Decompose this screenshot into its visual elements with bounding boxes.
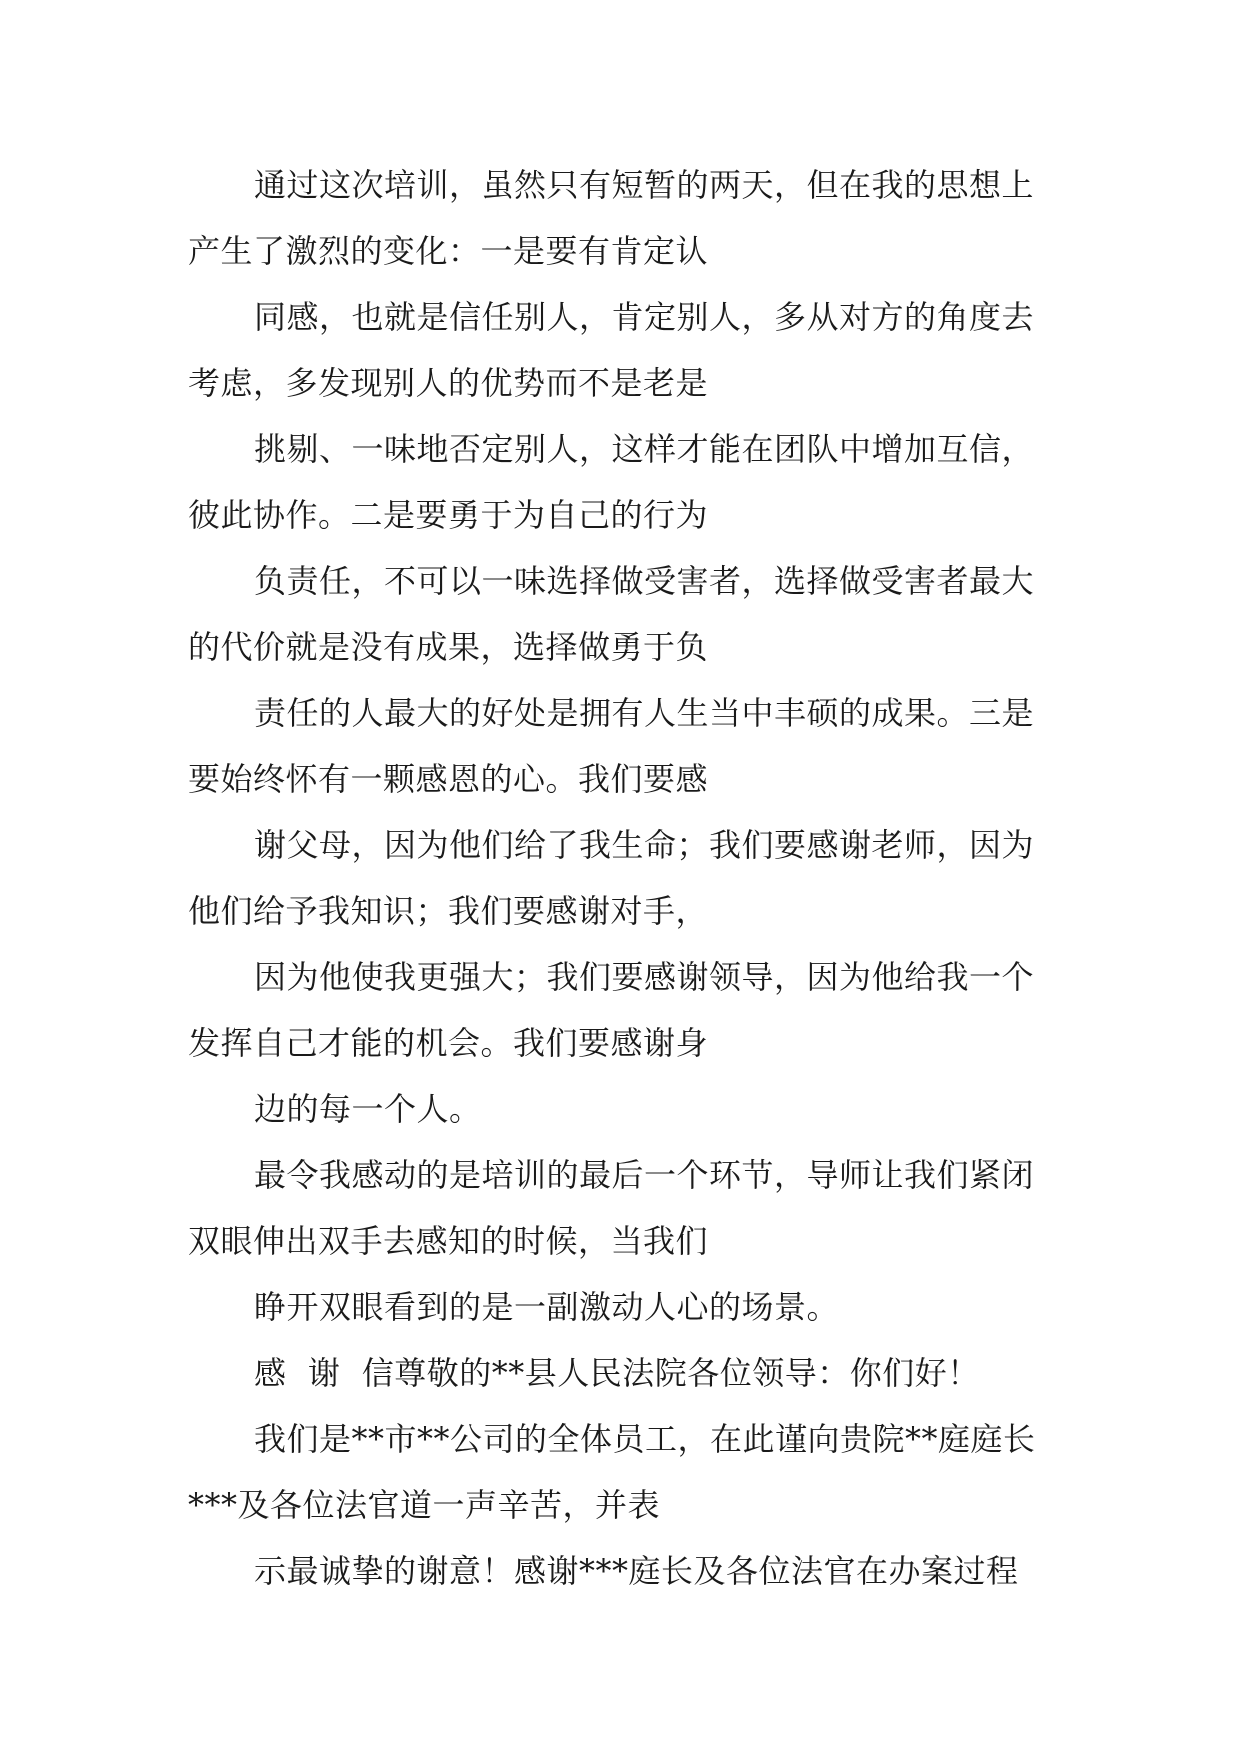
paragraph-line: 他们给予我知识；我们要感谢对手， [188, 892, 709, 930]
paragraph-9 [188, 1142, 1068, 1274]
paragraph-line: 我们是**市**公司的全体员工，在此谨向贵院**庭庭长 [254, 1420, 1036, 1458]
paragraph-line: 睁开双眼看到的是一副激动人心的场景。 [254, 1288, 840, 1326]
paragraph-4 [188, 548, 1068, 680]
paragraph-line: 彼此协作。二是要勇于为自己的行为 [188, 496, 709, 534]
letter-heading-paragraph [188, 1340, 1068, 1406]
paragraph-line: 负责任，不可以一味选择做受害者，选择做受害者最大 [254, 562, 1035, 600]
paragraph-line: 边的每一个人。 [254, 1090, 482, 1128]
paragraph-line: 责任的人最大的好处是拥有人生当中丰硕的成果。三是 [254, 694, 1035, 732]
paragraph-1 [188, 152, 1068, 284]
paragraph-line: 的代价就是没有成果，选择做勇于负 [188, 628, 709, 666]
paragraph-line: 双眼伸出双手去感知的时候，当我们 [188, 1222, 709, 1260]
paragraph-3 [188, 416, 1068, 548]
paragraph-line: 要始终怀有一颗感恩的心。我们要感 [188, 760, 709, 798]
paragraph-line: 发挥自己才能的机会。我们要感谢身 [188, 1024, 709, 1062]
paragraph-10 [188, 1274, 1068, 1340]
paragraph-6 [188, 812, 1068, 944]
document-body [188, 152, 1068, 1604]
paragraph-line: 同感，也就是信任别人，肯定别人，多从对方的角度去 [254, 298, 1035, 336]
paragraph-line: ***及各位法官道一声辛苦，并表 [188, 1486, 661, 1524]
paragraph-12 [188, 1406, 1068, 1538]
paragraph-7 [188, 944, 1068, 1076]
letter-heading-line: 感 谢 信尊敬的**县人民法院各位领导：你们好！ [254, 1354, 980, 1392]
paragraph-line: 考虑，多发现别人的优势而不是老是 [188, 364, 709, 402]
paragraph-line: 挑剔、一味地否定别人，这样才能在团队中增加互信， [254, 430, 1035, 468]
paragraph-line: 谢父母，因为他们给了我生命；我们要感谢老师，因为 [254, 826, 1035, 864]
paragraph-line: 最令我感动的是培训的最后一个环节，导师让我们紧闭 [254, 1156, 1035, 1194]
paragraph-5 [188, 680, 1068, 812]
paragraph-8 [188, 1076, 1068, 1142]
paragraph-line: 因为他使我更强大；我们要感谢领导，因为他给我一个 [254, 958, 1035, 996]
paragraph-line: 产生了激烈的变化：一是要有肯定认 [188, 232, 709, 270]
paragraph-13 [188, 1538, 1068, 1604]
paragraph-2 [188, 284, 1068, 416]
paragraph-line: 示最诚挚的谢意！感谢***庭长及各位法官在办案过程 [254, 1552, 1019, 1590]
paragraph-line: 通过这次培训，虽然只有短暂的两天，但在我的思想上 [254, 166, 1035, 204]
